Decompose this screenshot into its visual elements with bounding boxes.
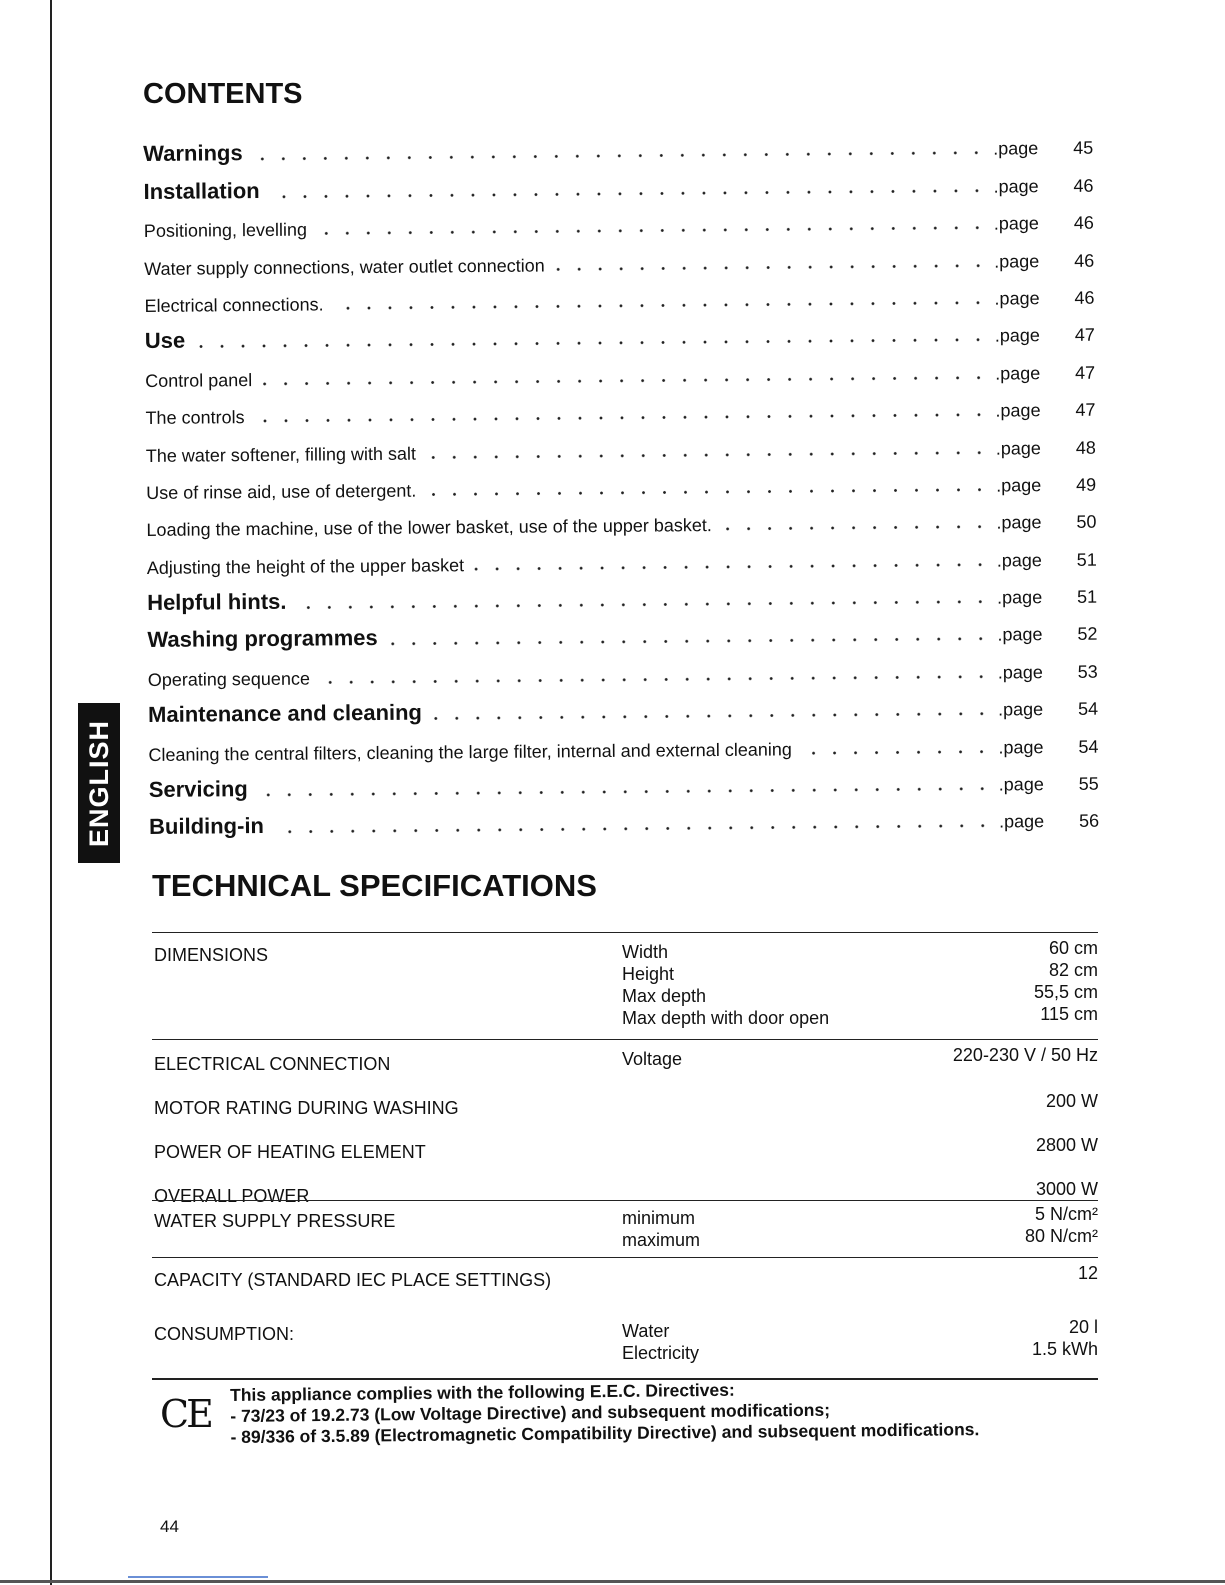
toc-page-number: 47 bbox=[1075, 362, 1096, 383]
spec-name: ELECTRICAL CONNECTION bbox=[154, 1054, 391, 1074]
toc-leader-dots bbox=[555, 263, 988, 271]
toc-page-word: .page bbox=[993, 138, 1039, 159]
compliance-item: - 73/23 of 19.2.73 (Low Voltage Directive) and subsequent modifications; bbox=[230, 1399, 831, 1426]
toc-page-word: .page bbox=[996, 549, 1042, 571]
spec-param: Max depth with door open bbox=[622, 1008, 830, 1028]
spec-row bbox=[152, 1312, 1098, 1372]
toc-page-number: 55 bbox=[1078, 773, 1099, 794]
toc-page-number: 53 bbox=[1077, 661, 1098, 682]
toc-page-word: .page bbox=[993, 175, 1039, 197]
spec-values bbox=[1032, 1316, 1098, 1360]
toc-leader-dots bbox=[253, 151, 988, 161]
toc-page-word: .page bbox=[998, 699, 1044, 720]
toc-leader-dots bbox=[255, 413, 990, 423]
spec-row bbox=[152, 1084, 1098, 1128]
scan-edge-bottom bbox=[0, 1580, 1225, 1583]
toc-entry-label: Adjusting the height of the upper basket bbox=[146, 554, 465, 578]
toc-entry-label: Loading the machine, use of the lower basket, use of the upper basket. bbox=[146, 515, 712, 541]
spec-values bbox=[1025, 1203, 1098, 1247]
tech-specs-table bbox=[152, 932, 1098, 1372]
spec-row bbox=[152, 1257, 1098, 1312]
toc-page-word: .page bbox=[997, 587, 1043, 608]
toc-page-number: 52 bbox=[1077, 624, 1098, 645]
binding-edge-line bbox=[50, 0, 52, 1585]
toc-entry-label: Washing programmes bbox=[147, 625, 378, 653]
toc-page-number: 56 bbox=[1078, 811, 1100, 832]
spec-value: 82 cm bbox=[1048, 960, 1098, 980]
toc-page-number: 51 bbox=[1076, 549, 1097, 570]
spec-params bbox=[622, 1048, 682, 1070]
toc-leader-dots bbox=[258, 787, 993, 797]
spec-name: WATER SUPPLY PRESSURE bbox=[154, 1211, 396, 1231]
spec-param: maximum bbox=[622, 1230, 701, 1250]
toc-leader-dots bbox=[320, 674, 992, 684]
toc-page-word: .page bbox=[993, 213, 1039, 234]
toc-entry-label: Helpful hints. bbox=[147, 588, 287, 616]
toc-page-word: .page bbox=[995, 400, 1041, 421]
toc-page-number: 54 bbox=[1077, 698, 1099, 720]
toc-leader-dots bbox=[270, 188, 988, 198]
spec-name: DIMENSIONS bbox=[154, 945, 269, 965]
toc-page-number: 50 bbox=[1076, 511, 1097, 533]
spec-row bbox=[152, 932, 1098, 1039]
toc-entry-label: Positioning, levelling bbox=[143, 219, 308, 242]
spec-param: minimum bbox=[622, 1208, 696, 1228]
page-number: 44 bbox=[160, 1517, 179, 1536]
spec-value: 60 cm bbox=[1048, 938, 1098, 958]
spec-value: 2800 W bbox=[1035, 1135, 1098, 1155]
toc-leader-dots bbox=[262, 375, 989, 385]
toc-leader-dots bbox=[432, 712, 992, 721]
toc-page-number: 46 bbox=[1074, 250, 1095, 271]
toc-page-word: .page bbox=[998, 811, 1045, 832]
toc-entry-label: Control panel bbox=[145, 369, 253, 391]
spec-param: Width bbox=[622, 942, 669, 962]
spec-values bbox=[1036, 1134, 1098, 1156]
toc-page-number: 46 bbox=[1073, 212, 1094, 234]
toc-page-word: .page bbox=[998, 736, 1044, 758]
toc-page-word: .page bbox=[994, 250, 1040, 272]
toc-entry-label: The water softener, filling with salt bbox=[145, 443, 417, 466]
language-tab bbox=[78, 703, 120, 863]
spec-value: 5 N/cm² bbox=[1035, 1204, 1098, 1224]
spec-name: CAPACITY (STANDARD IEC PLACE SETTINGS) bbox=[154, 1270, 552, 1290]
toc-entry-label: Warnings bbox=[143, 140, 243, 167]
toc-page-number: 46 bbox=[1074, 287, 1095, 308]
spec-param: Height bbox=[622, 964, 675, 984]
spec-name: POWER OF HEATING ELEMENT bbox=[154, 1142, 426, 1162]
spec-value: 1.5 kWh bbox=[1031, 1339, 1098, 1359]
toc-entry-label: Water supply connections, water outlet connection bbox=[144, 255, 545, 279]
toc-leader-dots bbox=[274, 824, 993, 834]
spec-values bbox=[1034, 937, 1098, 1025]
toc-leader-dots bbox=[426, 488, 990, 497]
spec-value: 80 N/cm² bbox=[1024, 1226, 1098, 1246]
table-of-contents bbox=[143, 122, 1099, 841]
toc-page-word: .page bbox=[994, 288, 1040, 309]
contents-title: CONTENTS bbox=[143, 78, 303, 110]
toc-page-number: 45 bbox=[1073, 138, 1094, 159]
spec-param: Voltage bbox=[622, 1049, 683, 1069]
toc-page-word: .page bbox=[997, 624, 1043, 646]
toc-page-number: 54 bbox=[1078, 736, 1099, 757]
spec-value: 220-230 V / 50 Hz bbox=[952, 1045, 1098, 1065]
spec-value: 200 W bbox=[1045, 1091, 1098, 1111]
spec-params bbox=[622, 1320, 699, 1364]
toc-page-word: .page bbox=[995, 362, 1041, 384]
spec-row bbox=[152, 1200, 1098, 1257]
toc-leader-dots bbox=[296, 600, 991, 610]
spec-value: 115 cm bbox=[1040, 1004, 1098, 1024]
toc-leader-dots bbox=[426, 450, 990, 459]
spec-value: 12 bbox=[1077, 1263, 1098, 1283]
compliance-heading: This appliance complies with the following E.E.C. Directives: bbox=[230, 1379, 735, 1405]
toc-leader-dots bbox=[722, 525, 991, 531]
tech-specs-title: TECHNICAL SPECIFICATIONS bbox=[152, 868, 597, 903]
toc-entry-label: Cleaning the central filters, cleaning the large filter, internal and external cleaning bbox=[148, 739, 792, 765]
spec-value: 20 l bbox=[1068, 1317, 1098, 1337]
spec-values bbox=[953, 1044, 1098, 1066]
toc-page-word: .page bbox=[996, 475, 1042, 496]
spec-row bbox=[152, 1128, 1098, 1172]
spec-param: Electricity bbox=[622, 1343, 700, 1363]
toc-page-number: 49 bbox=[1076, 474, 1097, 495]
toc-leader-dots bbox=[474, 562, 991, 571]
spec-name: MOTOR RATING DURING WASHING bbox=[154, 1098, 459, 1118]
spec-values bbox=[1046, 1090, 1098, 1112]
toc-leader-dots bbox=[802, 749, 993, 755]
spec-row bbox=[152, 1172, 1098, 1206]
spec-param: Water bbox=[622, 1321, 670, 1341]
spec-value: 55,5 cm bbox=[1033, 982, 1098, 1002]
toc-entry-label: Operating sequence bbox=[147, 668, 311, 690]
toc-page-number: 47 bbox=[1074, 325, 1095, 346]
spec-values bbox=[1036, 1178, 1098, 1200]
toc-entry-label: Installation bbox=[143, 177, 260, 204]
spec-params bbox=[622, 941, 829, 1029]
toc-leader-dots bbox=[388, 637, 992, 646]
toc-leader-dots bbox=[317, 226, 988, 236]
toc-page-number: 46 bbox=[1073, 175, 1094, 196]
toc-entry-label: Electrical connections. bbox=[144, 294, 324, 316]
toc-page-word: .page bbox=[998, 774, 1044, 795]
language-tab-label: ENGLISH bbox=[83, 719, 114, 847]
scan-mark bbox=[128, 1576, 268, 1578]
toc-page-number: 51 bbox=[1076, 586, 1098, 607]
spec-param: Max depth bbox=[622, 986, 707, 1006]
toc-page-word: .page bbox=[995, 437, 1041, 459]
toc-entry-label: The controls bbox=[145, 407, 245, 429]
toc-page-word: .page bbox=[997, 662, 1043, 683]
spec-params bbox=[622, 1207, 700, 1251]
toc-page-word: .page bbox=[994, 325, 1040, 346]
spec-values bbox=[1078, 1262, 1098, 1284]
toc-page-word: .page bbox=[996, 512, 1042, 533]
toc-page-number: 47 bbox=[1075, 399, 1096, 420]
toc-entry-label: Use of rinse aid, use of detergent. bbox=[146, 480, 417, 503]
spec-value: 3000 W bbox=[1035, 1179, 1098, 1199]
toc-leader-dots bbox=[334, 301, 989, 311]
toc-entry-label: Building-in bbox=[148, 813, 265, 840]
compliance-statement bbox=[230, 1377, 979, 1448]
compliance-item: - 89/336 of 3.5.89 (Electromagnetic Compatibility Directive) and subsequent modifications. bbox=[230, 1419, 980, 1447]
spec-row bbox=[152, 1039, 1098, 1084]
toc-entry-label: Servicing bbox=[148, 776, 248, 803]
spec-name: OVERALL POWER bbox=[154, 1186, 310, 1206]
spec-name: CONSUMPTION: bbox=[154, 1324, 295, 1344]
toc-page-number: 48 bbox=[1075, 437, 1096, 458]
toc-entry-label: Use bbox=[144, 327, 186, 354]
toc-entry[interactable] bbox=[149, 795, 1099, 841]
toc-entry-label: Maintenance and cleaning bbox=[147, 699, 423, 728]
ce-mark: CE bbox=[160, 1392, 211, 1436]
